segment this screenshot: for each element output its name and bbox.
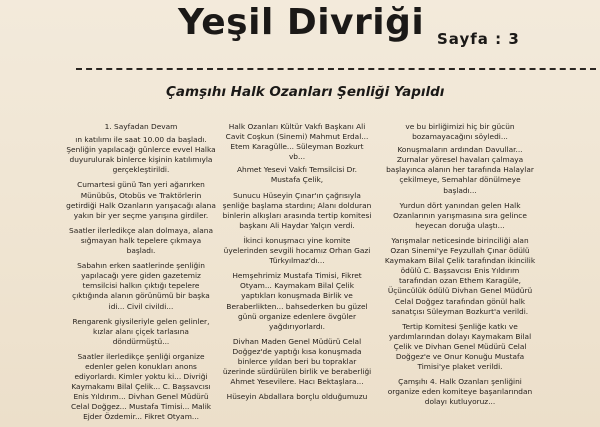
paragraph: Yarışmalar neticesinde birinciliği alan Ozan Sinemi'ye Feyzullah Çınar ödülü Kaymakam Bilal Çelik tarafından ikincilik ödülü C. Başsavcısı Enis Yıldırım tarafından ozan Ethem Karagüle, Üçüncülük ödülü Divhan Genel Müdürü Celal Doğgez tarafından gönül halk sanatçısı Süleyman Bozkurt'a verildi. <box>384 235 536 316</box>
paragraph: Yurdun dört yanından gelen Halk Ozanlarının yarışmasına sıra gelince heyecan doruğa ulaştı... <box>393 200 527 230</box>
newspaper-masthead: Yeşil Divriği <box>178 2 425 43</box>
article-column-1 <box>66 122 216 427</box>
paragraph: Halk Ozanları Kültür Vakfı Başkanı Ali Cavit Coşkun (Sinemi) Mahmut Erdal... Etem Karagülle... Süleyman Bozkurt vb... <box>225 122 369 162</box>
paragraph: Cumartesi günü Tan yeri ağarırken Münübüs, Otobüs ve Traktörlerin getirdiği Halk Ozanların yarışacağı alana yakın bir yer seçme yarışına girdiler. <box>66 180 216 220</box>
paragraph: Konuşmaların ardından Davullar... Zurnalar yöresel havaları çalmaya başlayınca alanın her tarafında Halaylar çekilmeye, Semahlar dönülmeye başladı... <box>386 145 534 195</box>
paragraph: Rengarenk giysileriyle gelen gelinler, kızlar alanı çiçek tarlasına döndürmüştü... <box>72 316 210 346</box>
paragraph: Ahmet Yesevi Vakfı Temsilcisi Dr. Mustafa Çelik, <box>236 165 357 185</box>
paragraph: Divhan Maden Genel Müdürü Celal Doğgez'de yaptığı kısa konuşmada binlerce yıldan beri bu topraklar üzerinde sürdürülen birlik ve beraberliği Ahmet Yesevilere. Hacı Bektaşlara... <box>222 336 372 387</box>
paragraph: Çamşıhı 4. Halk Ozanları şenliğini organize eden komiteye başarılarından dolayı kutluyoruz... <box>387 377 533 407</box>
paragraph: Hüseyin Abdallara borçlu olduğumuzu <box>226 392 368 402</box>
paragraph: Hemşehrimiz Mustafa Timisi, Fikret Otyam... Kaymakam Bilal Çelik yaptıkları konuşmada Birlik ve Beraberlikten... bahsederken bu güzel günü organize edenlere övgüler yağdırıyorlardı. <box>226 271 368 331</box>
paragraph: Saatler ilerledikçe şenliği organize edenler gelen konukları anons ediyorlardı. Kimler yoktu ki... Divriği Kaymakamı Bilal Çelik... C. Başsavcısı Enis Yıldırım... Divhan Genel Müdürü Celal Doğgez... Mustafa Timisi... Malik Ejder Özdemir... Fikret Otyam... <box>70 351 212 422</box>
header-divider <box>76 68 596 70</box>
article-column-3 <box>384 122 536 412</box>
paragraph: Saatler ilerledikçe alan dolmaya, alana sığmayan halk tepelere çıkmaya başladı. <box>69 225 213 256</box>
page-number: Sayfa : 3 <box>437 30 520 48</box>
paragraph: Sabahın erken saatlerinde şenliğin yapılacağı yere giden gazetemiz temsilcisi halkın çıktığı tepelere çıktığında alanın görünümü bir başka idi... Civil civildi... <box>72 261 210 311</box>
paragraph: 1. Sayfadan Devam <box>104 122 178 131</box>
paragraph: Sunucu Hüseyin Çınar'ın çağrısıyla şenliğe başlama stardını; Alanı dolduran binlerin alkışları arasında tertip komitesi başkanı Ali Haydar Yalçın verdi. <box>222 190 372 230</box>
article-column-2 <box>222 122 372 407</box>
paragraph: Tertip Komitesi Şenliğe katkı ve yardımlarından dolayı Kaymakam Bilal Çelik ve Divhan Genel Müdürü Celal Doğgez'e ve Onur Konuğu Mustafa Timisi'ye plaket verildi. <box>388 321 532 372</box>
article-headline: Çamşıhı Halk Ozanları Şenliği Yapıldı <box>166 84 445 100</box>
paragraph: ın katılımı ile saat 10.00 da başladı. Şenliğin yapılacağı günlerce evvel Halka duyurulurak binlerce kişinin katılımıyla gerçekleştirildi. <box>66 135 216 175</box>
paragraph: ve bu birliğimizi hiç bir gücün bozamayacağını söyledi... <box>405 122 515 142</box>
paragraph: İkinci konuşmacı yine komite üyelerinden sevgili hocamız Orhan Gazi Türkyılmaz'dı... <box>223 235 371 266</box>
